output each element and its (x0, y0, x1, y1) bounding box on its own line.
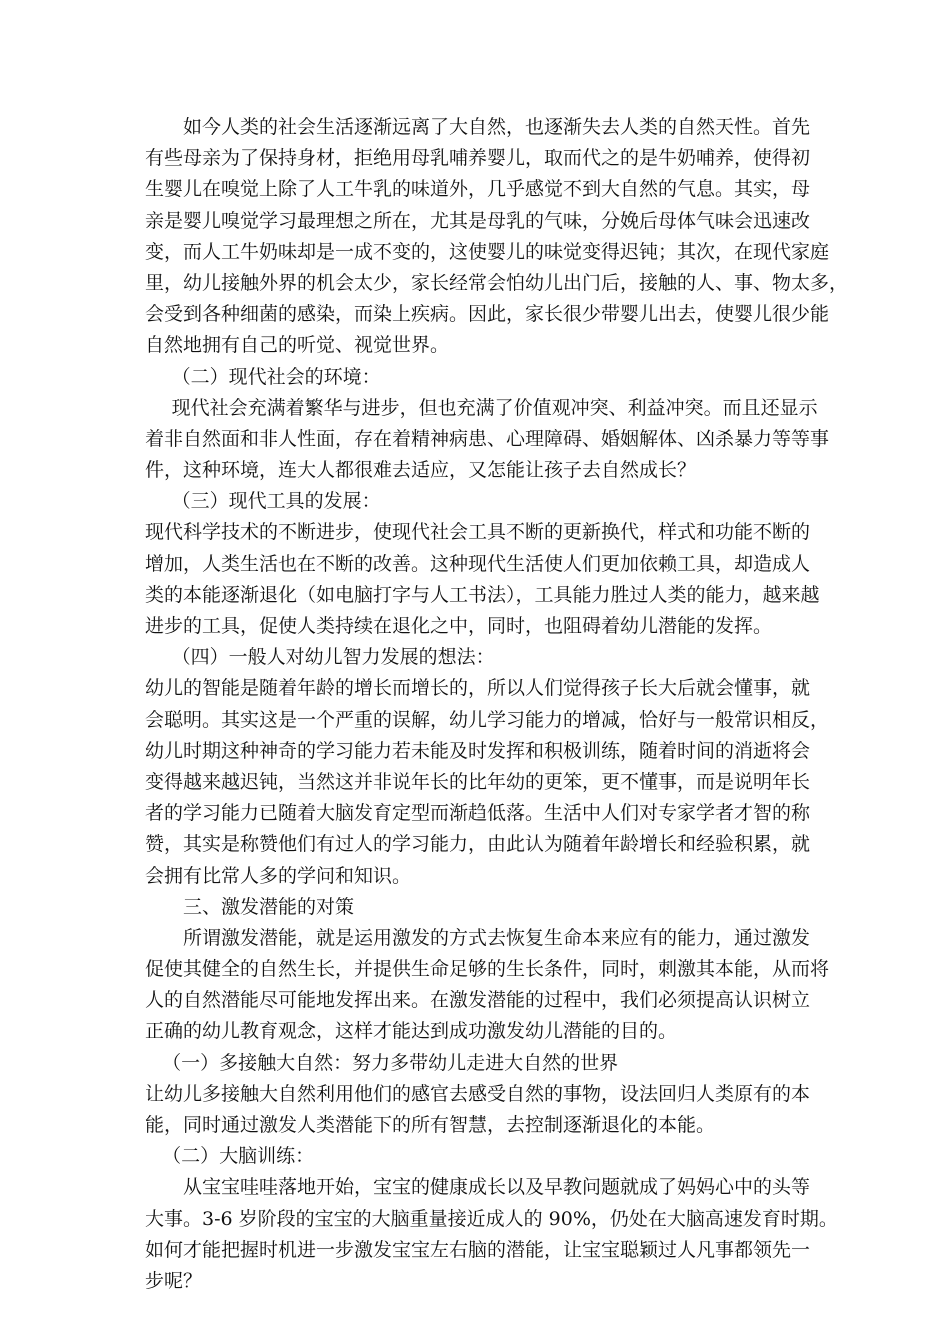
text-line: （一）多接触大自然：努力多带幼儿走进大自然的世界 (162, 1051, 619, 1074)
text-line: 件，这种环境，连大人都很难去适应，又怎能让孩子去自然成长？ (145, 459, 697, 482)
text-line: 类的本能逐渐退化（如电脑打字与人工书法），工具能力胜过人类的能力，越来越 (145, 583, 820, 606)
text-line: 增加，人类生活也在不断的改善。这种现代生活使人们更加依赖工具，却造成人 (145, 552, 811, 575)
text-line: 如何才能把握时机进一步激发宝宝左右脑的潜能，让宝宝聪颖过人凡事都领先一 (145, 1238, 811, 1261)
text-line: 幼儿时期这种神奇的学习能力若未能及时发挥和积极训练，随着时间的消逝将会 (145, 739, 811, 762)
text-line: 自然地拥有自己的听觉、视觉世界。 (145, 334, 450, 357)
text-line: 亲是婴儿嗅觉学习最理想之所在，尤其是母乳的气味，分娩后母体气味会迅速改 (145, 209, 811, 232)
text-line: 大事。3-6 岁阶段的宝宝的大脑重量接近成人的 90%，仍处在大脑高速发育时期。 (145, 1207, 838, 1230)
text-line: 里，幼儿接触外界的机会太少，家长经常会怕幼儿出门后，接触的人、事、物太多， (145, 271, 849, 294)
text-line: 生婴儿在嗅觉上除了人工牛乳的味道外，几乎感觉不到大自然的气息。其实，母 (145, 178, 811, 201)
text-line: 能，同时通过激发人类潜能下的所有智慧，去控制逐渐退化的本能。 (145, 1114, 716, 1136)
text-line: 如今人类的社会生活逐渐远离了大自然，也逐渐失去人类的自然天性。首先 (183, 116, 811, 138)
text-line: 人的自然潜能尽可能地发挥出来。在激发潜能的过程中，我们必须提高认识树立 (145, 989, 811, 1012)
text-line: 现代科学技术的不断进步，使现代社会工具不断的更新换代，样式和功能不断的 (145, 521, 811, 544)
text-line: 赞，其实是称赞他们有过人的学习能力，由此认为随着年龄增长和经验积累，就 (145, 833, 811, 856)
text-line: 步呢？ (145, 1269, 203, 1292)
text-line: 会拥有比常人多的学问和知识。 (145, 864, 412, 887)
text-line: 促使其健全的自然生长，并提供生命足够的生长条件，同时，刺激其本能，从而将 (145, 958, 830, 981)
text-line: 会聪明。其实这是一个严重的误解，幼儿学习能力的增减，恰好与一般常识相反， (145, 708, 830, 731)
text-line: 从宝宝哇哇落地开始，宝宝的健康成长以及早教问题就成了妈妈心中的头等 (183, 1176, 811, 1199)
text-line: （三）现代工具的发展： (171, 490, 381, 513)
text-line: 变得越来越迟钝，当然这并非说年长的比年幼的更笨，更不懂事，而是说明年长 (145, 770, 811, 793)
text-line: 幼儿的智能是随着年龄的增长而增长的，所以人们觉得孩子长大后就会懂事，就 (145, 677, 811, 700)
text-line: 变，而人工牛奶味却是一成不变的，这使婴儿的味觉变得迟钝；其次，在现代家庭 (145, 240, 830, 263)
text-line: （二）大脑训练： (162, 1145, 315, 1168)
text-line: （二）现代社会的环境： (171, 365, 381, 388)
document-body (145, 112, 849, 1297)
text-line: 正确的幼儿教育观念，这样才能达到成功激发幼儿潜能的目的。 (145, 1020, 678, 1043)
text-line: 进步的工具，促使人类持续在退化之中，同时，也阻碍着幼儿潜能的发挥。 (145, 615, 773, 637)
text-line: 三、激发潜能的对策 (183, 895, 355, 918)
text-line: 会受到各种细菌的感染，而染上疾病。因此，家长很少带婴儿出去，使婴儿很少能 (145, 303, 830, 326)
text-line: 所谓激发潜能，就是运用激发的方式去恢复生命本来应有的能力，通过激发 (183, 926, 811, 949)
text-line: （四）一般人对幼儿智力发展的想法： (171, 646, 495, 669)
text-line: 着非自然面和非人性面，存在着精神病患、心理障碍、婚姻解体、凶杀暴力等等事 (145, 427, 830, 450)
text-line: 有些母亲为了保持身材，拒绝用母乳哺养婴儿，取而代之的是牛奶哺养，使得初 (145, 147, 811, 170)
text-line: 现代社会充满着繁华与进步，但也充满了价值观冲突、利益冲突。而且还显示 (171, 396, 818, 419)
text-line: 让幼儿多接触大自然利用他们的感官去感受自然的事物，设法回归人类原有的本 (145, 1082, 811, 1105)
text-line: 者的学习能力已随着大脑发育定型而渐趋低落。生活中人们对专家学者才智的称 (145, 802, 811, 825)
